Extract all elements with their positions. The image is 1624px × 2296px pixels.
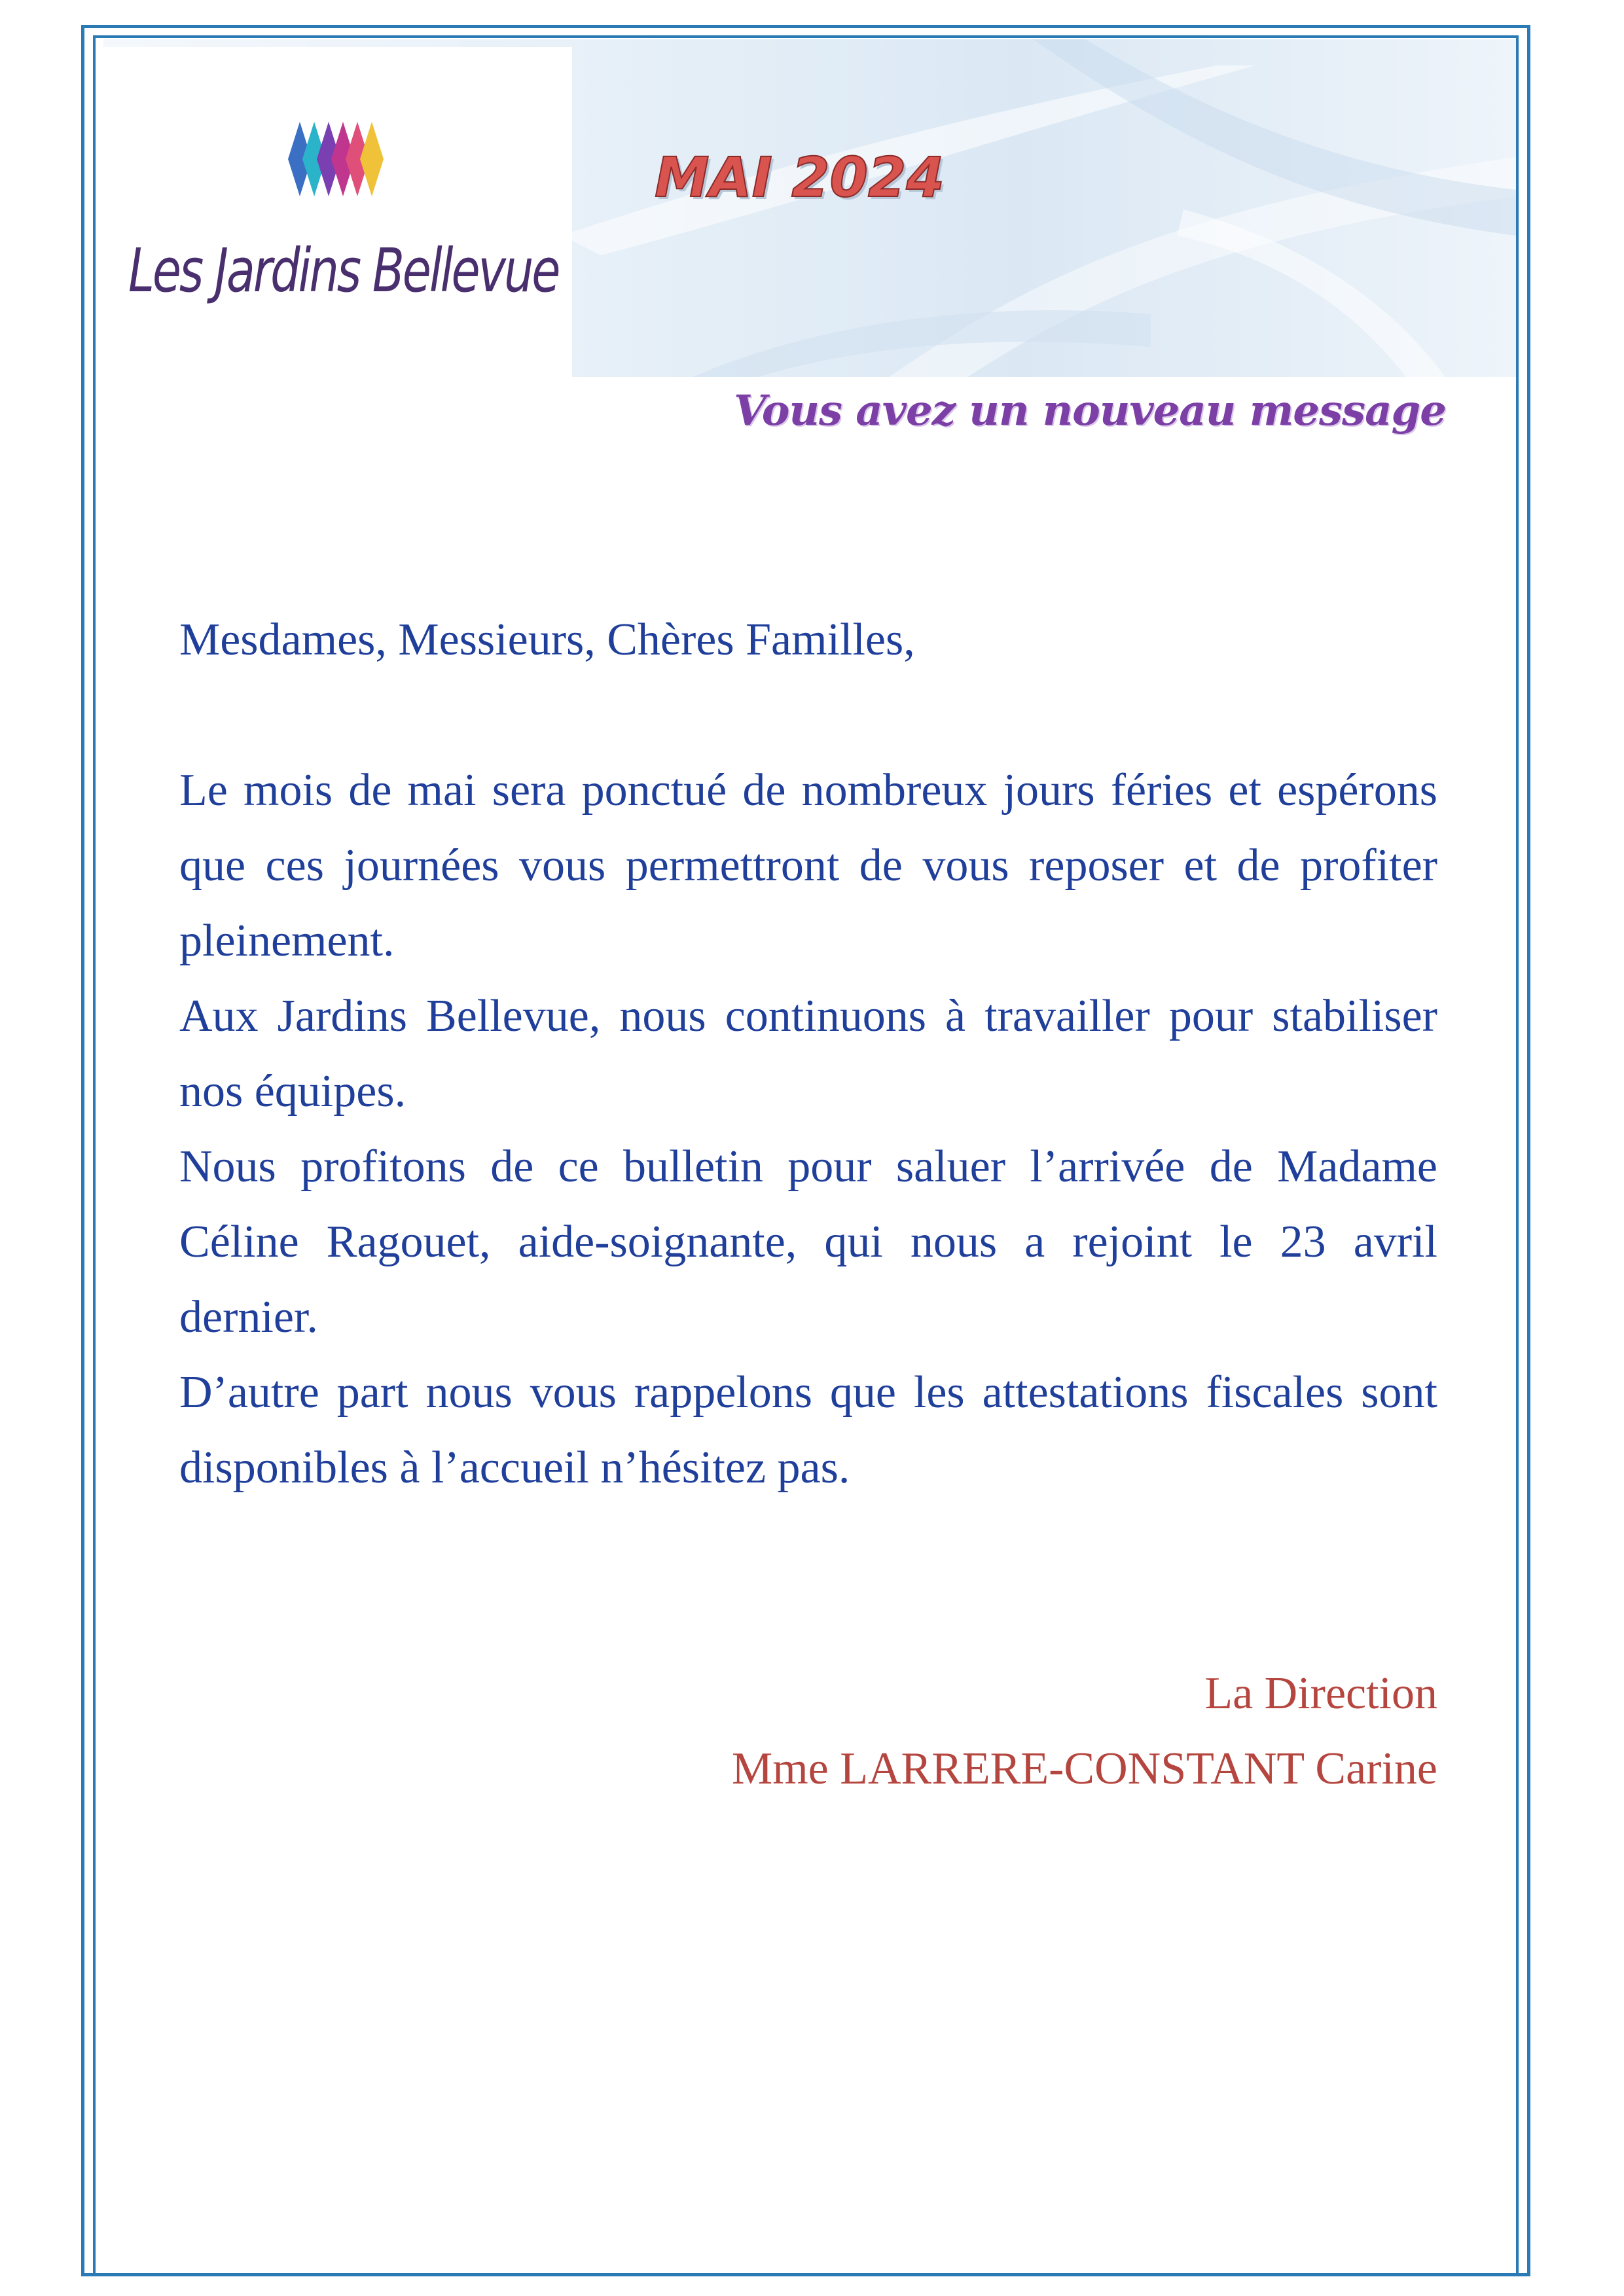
signature-name: Mme LARRERE-CONSTANT Carine [731, 1744, 1437, 1794]
salutation: Mesdames, Messieurs, Chères Familles, [179, 615, 915, 665]
month-title: MAI 2024 [655, 145, 945, 209]
paragraph-tax-certificates: D’autre part nous vous rappelons que les attestations fiscales sont disponibles à l’accueil n’hésitez pas. [179, 1367, 1437, 1493]
new-message-subtitle: Vous avez un nouveau message [733, 386, 1446, 435]
paragraph-teams: Aux Jardins Bellevue, nous continuons à travailler pour stabiliser nos équipes. [179, 991, 1437, 1117]
logo-text: Les Jardins Bellevue [128, 236, 559, 306]
paragraph-new-staff: Nous profitons de ce bulletin pour saluer l’arrivée de Madame Céline Ragouet, aide-soignante, qui nous a rejoint le 23 avril dernier. [179, 1141, 1437, 1342]
letter-body [179, 602, 1437, 1505]
signature-block [732, 1656, 1437, 1806]
colored-diamonds-icon [288, 122, 386, 196]
paragraph-holidays: Le mois de mai sera ponctué de nombreux jours féries et espérons que ces journées vous permettront de vous reposer et de profiter pleinement. [179, 765, 1437, 966]
signature-title: La Direction [1204, 1668, 1437, 1719]
